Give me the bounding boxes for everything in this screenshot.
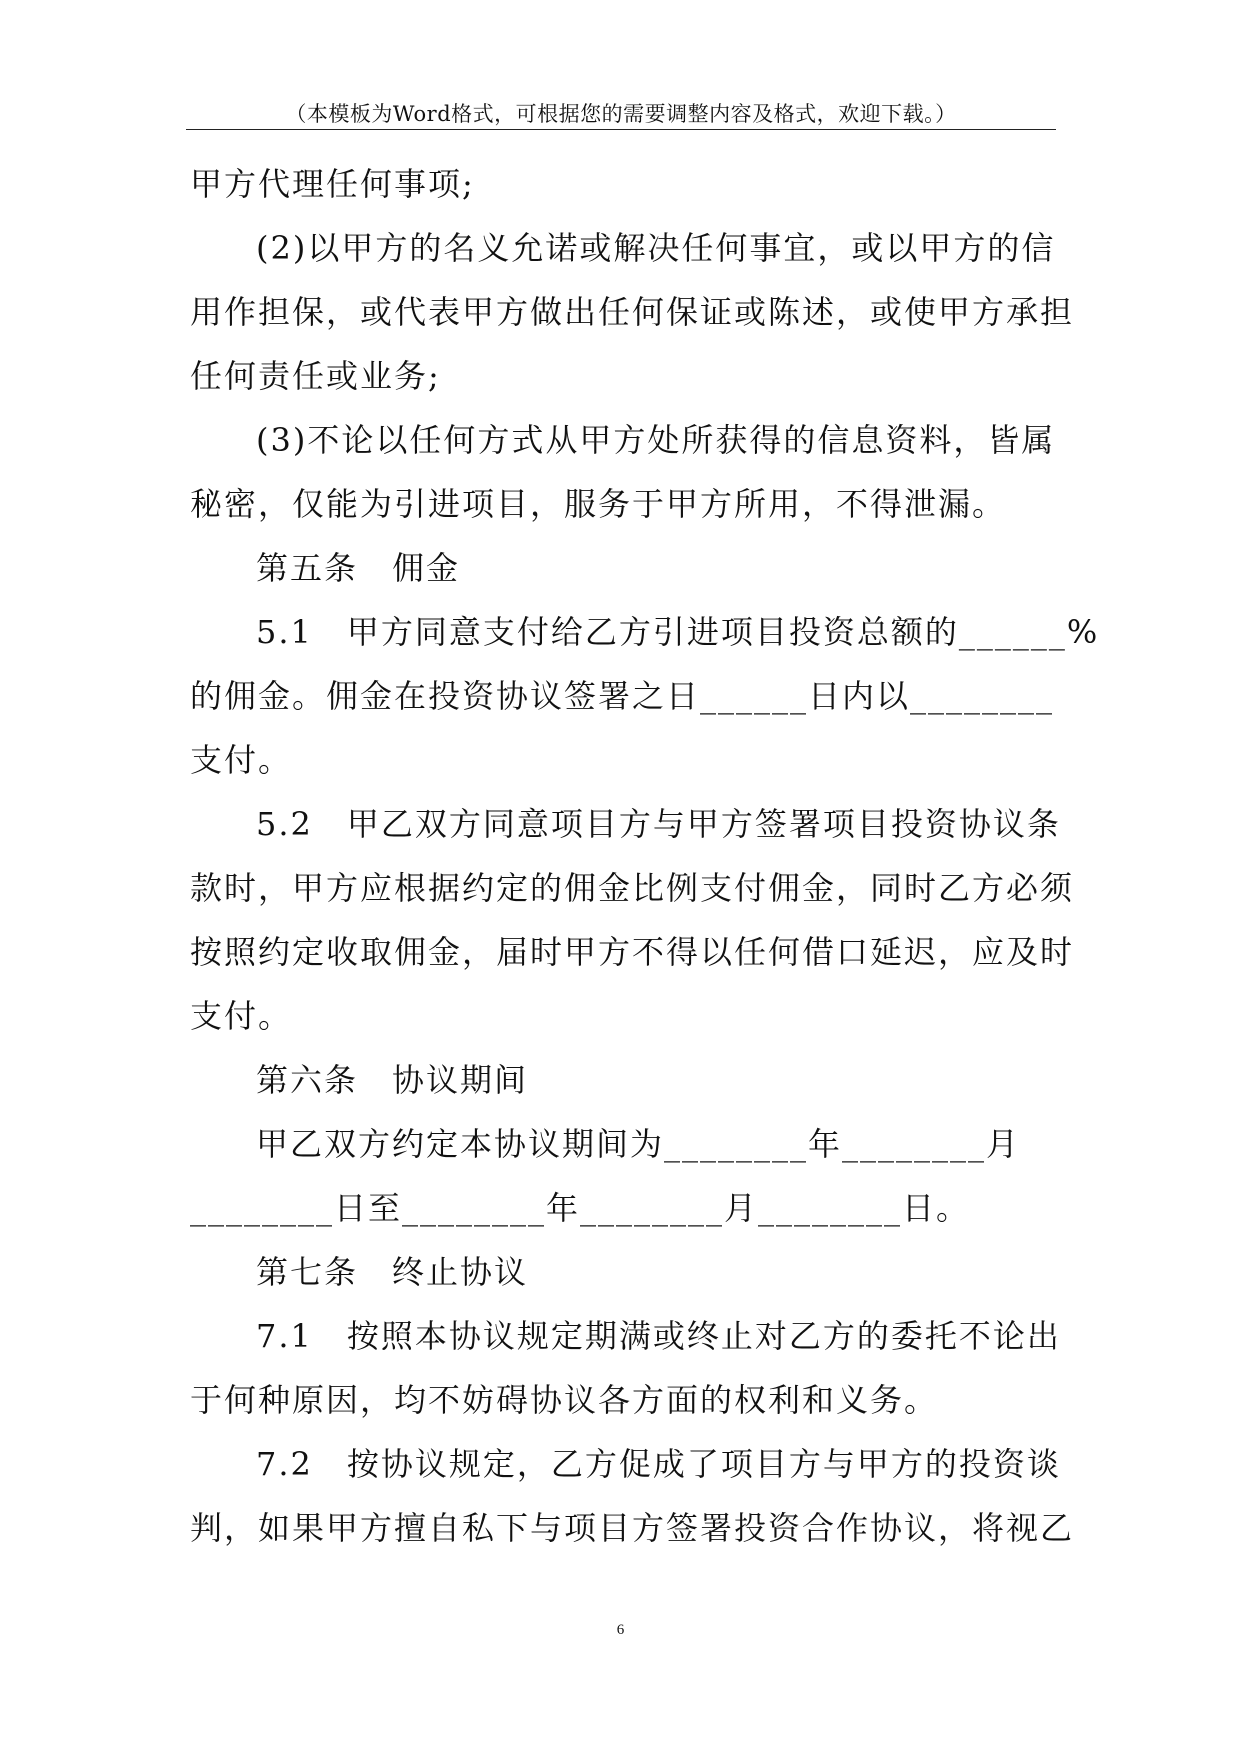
header-divider: [186, 129, 1056, 130]
clause-7-1: 7.1 按照本协议规定期满或终止对乙方的委托不论出: [256, 1317, 1061, 1355]
agreement-period-line: 甲乙双方约定本协议期间为________年________月: [256, 1125, 1021, 1163]
body-line: 支付。: [190, 997, 293, 1035]
body-line: 支付。: [190, 741, 293, 779]
body-line: 的佣金。佣金在投资协议签署之日______日内以________: [190, 677, 1055, 715]
body-line: 任何责任或业务;: [190, 357, 441, 395]
clause-5-1: 5.1 甲方同意支付给乙方引进项目投资总额的______%: [256, 613, 1100, 651]
body-line: 于何种原因，均不妨碍协议各方面的权利和义务。: [190, 1381, 939, 1419]
article-7-heading: 第七条 终止协议: [256, 1253, 529, 1291]
clause-7-2: 7.2 按协议规定，乙方促成了项目方与甲方的投资谈: [256, 1445, 1061, 1483]
body-line: 判，如果甲方擅自私下与项目方签署投资合作协议，将视乙: [190, 1509, 1075, 1547]
article-6-heading: 第六条 协议期间: [256, 1061, 529, 1099]
clause-item-3: (3)不论以任何方式从甲方处所获得的信息资料，皆属: [256, 421, 1056, 459]
clause-5-2: 5.2 甲乙双方同意项目方与甲方签署项目投资协议条: [256, 805, 1061, 843]
body-line: ________日至________年________月________日。: [190, 1189, 971, 1227]
body-line: 款时，甲方应根据约定的佣金比例支付佣金，同时乙方必须: [190, 869, 1075, 907]
clause-item-2: (2)以甲方的名义允诺或解决任何事宜，或以甲方的信: [256, 229, 1056, 267]
page-number: 6: [616, 1622, 625, 1638]
body-line: 用作担保，或代表甲方做出任何保证或陈述，或使甲方承担: [190, 293, 1075, 331]
body-line: 甲方代理任何事项;: [190, 165, 475, 203]
body-line: 按照约定收取佣金，届时甲方不得以任何借口延迟，应及时: [190, 933, 1075, 971]
body-line: 秘密，仅能为引进项目，服务于甲方所用，不得泄漏。: [190, 485, 1007, 523]
document-body: [190, 152, 1100, 1560]
article-5-heading: 第五条 佣金: [256, 549, 461, 587]
template-header-note: （本模板为Word格式，可根据您的需要调整内容及格式，欢迎下载。）: [285, 102, 957, 126]
